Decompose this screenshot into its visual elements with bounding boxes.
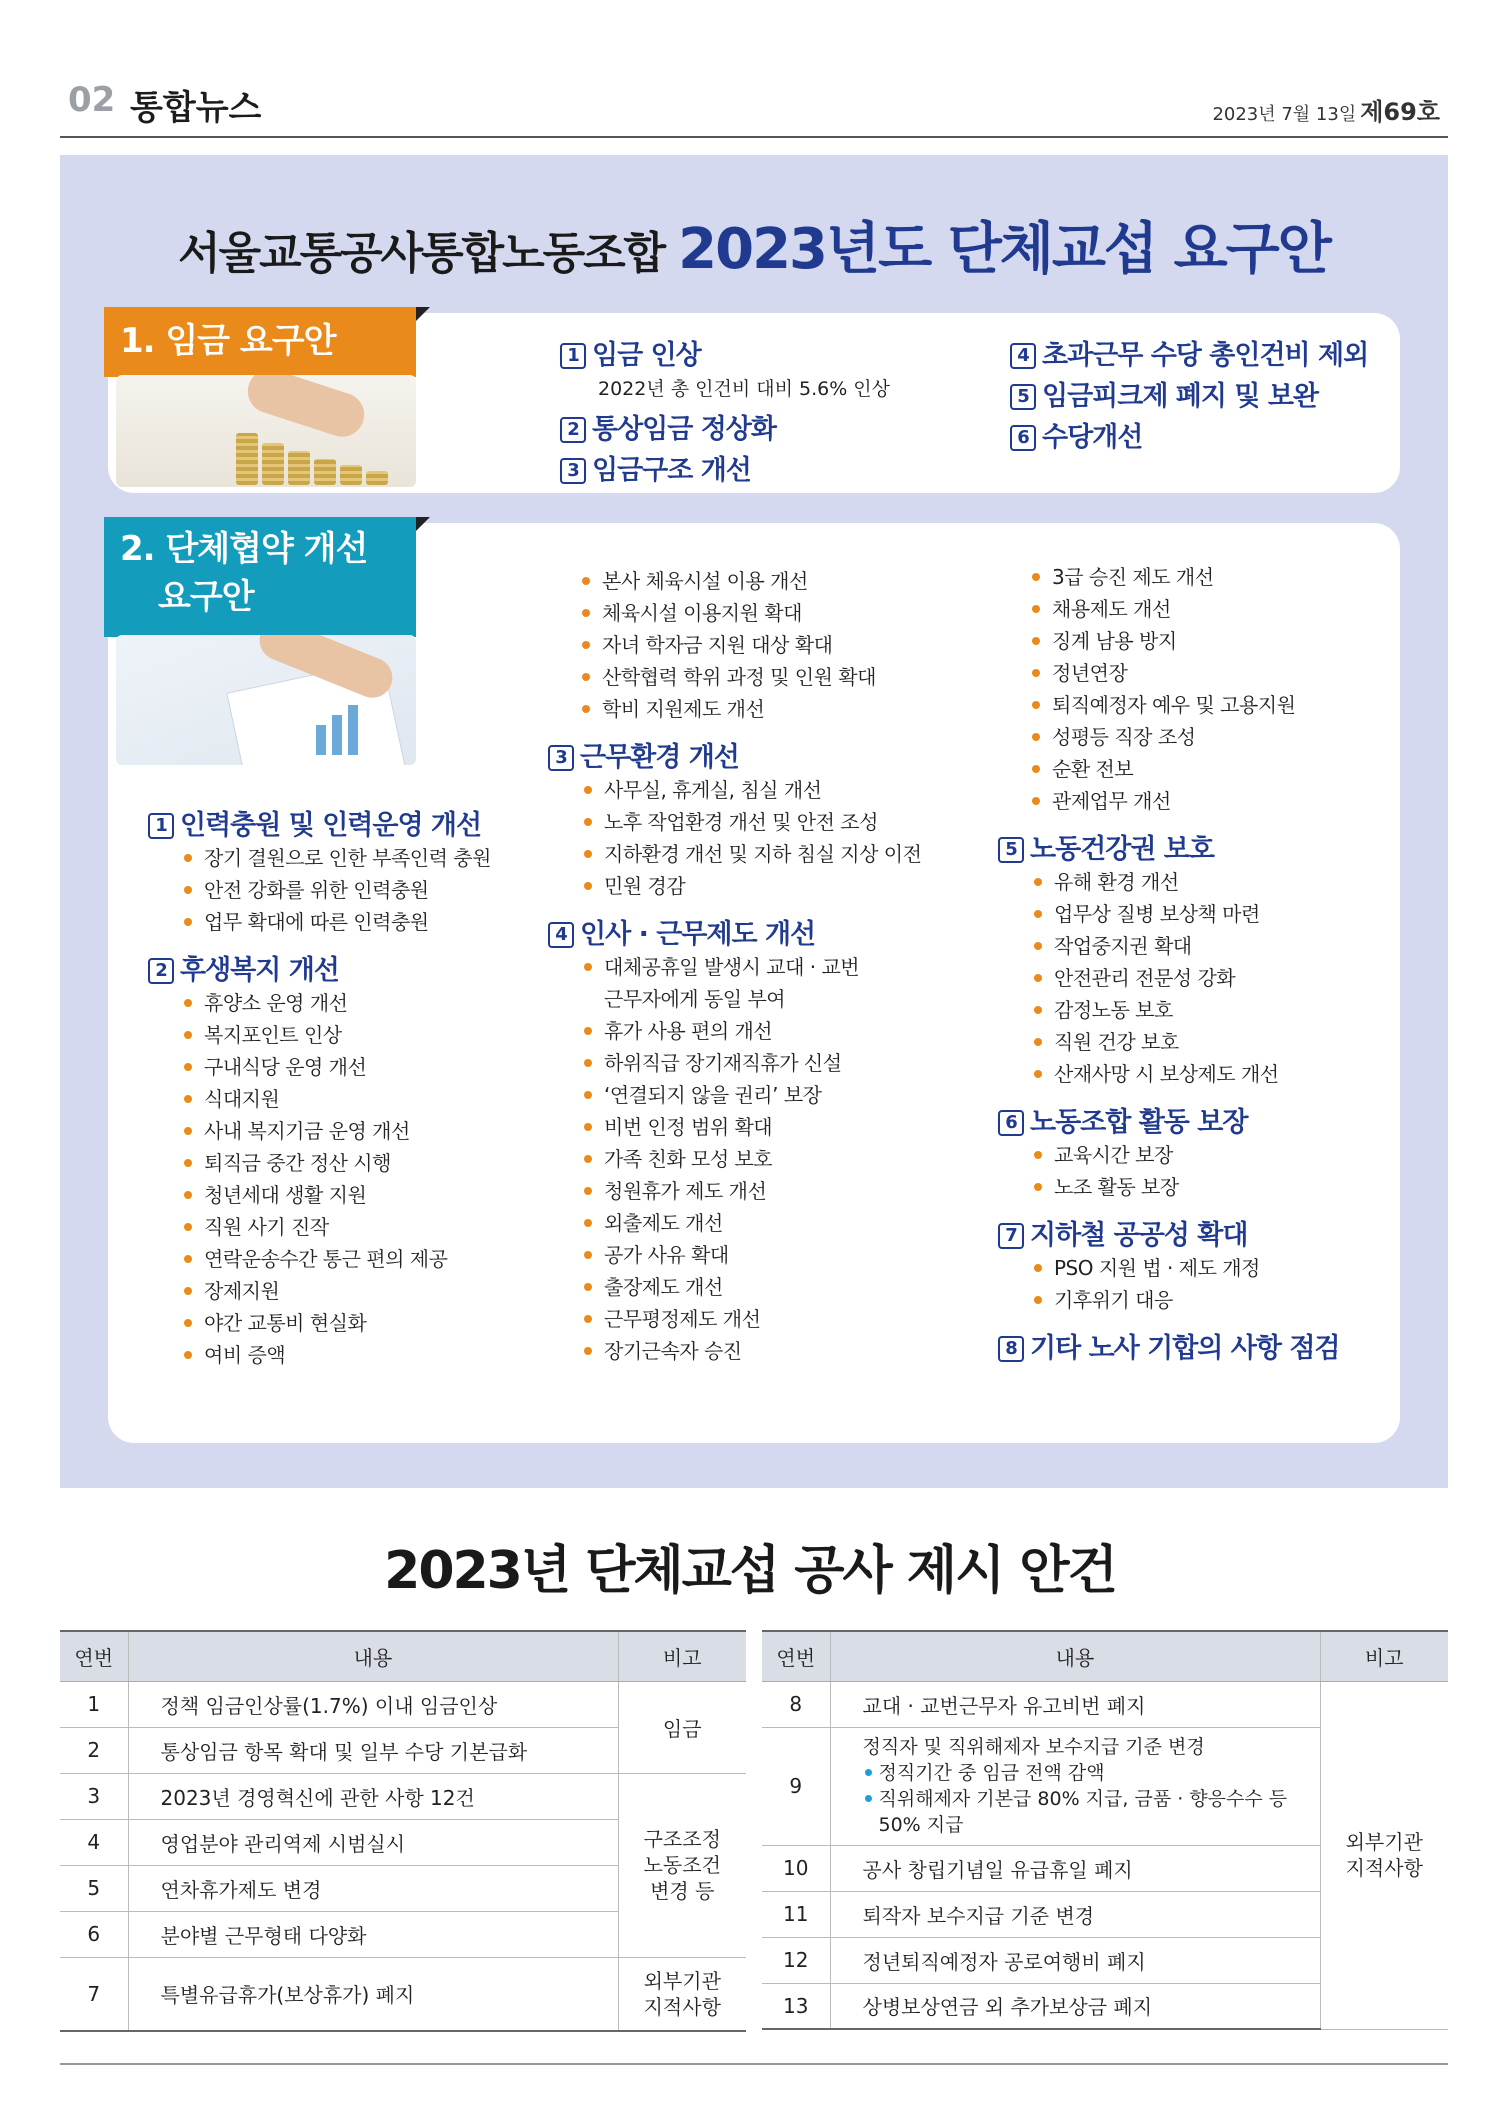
wage-item-1-detail: 2022년 총 인건비 대비 5.6% 인상	[598, 378, 891, 400]
list-item: 체육시설 이용지원 확대	[582, 597, 921, 629]
wage-tab: 1. 임금 요구안	[104, 307, 416, 377]
column-header: 내용	[830, 1631, 1320, 1681]
list-item: 채용제도 개선	[1032, 593, 1340, 625]
column-header: 비고	[618, 1631, 746, 1681]
list-item: 장기 결원으로 인한 부족인력 충원	[184, 842, 491, 874]
list-item: 사무실, 휴게실, 침실 개선	[584, 774, 921, 806]
list-item: 휴양소 운영 개선	[184, 987, 491, 1019]
wage-item-4: 4 초과근무 수당 총인건비 제외	[1010, 333, 1368, 372]
cba-item-6-list	[1034, 1139, 1340, 1203]
list-item: 본사 체육시설 이용 개선	[582, 565, 921, 597]
list-item: 성평등 직장 조성	[1032, 721, 1340, 753]
cba-col-2	[548, 565, 921, 1367]
table-header	[60, 1631, 746, 1681]
wage-item-5: 5 임금피크제 폐지 및 보완	[1010, 374, 1368, 413]
list-item: 자녀 학자금 지원 대상 확대	[582, 629, 921, 661]
list-item: 업무 확대에 따른 인력충원	[184, 906, 491, 938]
document-review-photo	[116, 635, 416, 765]
cba-item-8: 8 기타 노사 기합의 사항 점검	[998, 1326, 1340, 1365]
wage-item-2: 2 통상임금 정상화	[560, 407, 890, 446]
list-item: 산재사망 시 보상제도 개선	[1034, 1058, 1340, 1090]
list-item: 산학협력 학위 과정 및 인원 확대	[582, 661, 921, 693]
wage-item-3: 3 임금구조 개선	[560, 448, 890, 487]
column-header: 내용	[128, 1631, 618, 1681]
list-item-continued: 근무자에게 동일 부여	[604, 987, 786, 1011]
wage-item-1: 1 임금 인상	[560, 333, 890, 372]
list-item: PSO 지원 법 · 제도 개정	[1034, 1252, 1340, 1284]
sub-item: 정직기간 중 임금 전액 감액	[863, 1760, 1320, 1786]
table-row: 11 퇴작자 보수지급 기준 변경	[762, 1891, 1448, 1937]
list-item: 업무상 질병 보상책 마련	[1034, 898, 1340, 930]
list-item: 청원휴가 제도 개선	[584, 1175, 921, 1207]
list-item: 기후위기 대응	[1034, 1284, 1340, 1316]
list-item: 장기근속자 승진	[584, 1335, 921, 1367]
cba-item-5-list	[1034, 866, 1340, 1090]
proposal-title: 2023년 단체교섭 공사 제시 안건	[384, 1541, 1116, 1601]
coins-photo	[116, 375, 416, 487]
list-item: 식대지원	[184, 1083, 491, 1115]
wage-col-2	[1010, 333, 1368, 454]
list-item: 정년연장	[1032, 657, 1340, 689]
list-item: 직원 건강 보호	[1034, 1026, 1340, 1058]
list-item: 관제업무 개선	[1032, 785, 1340, 817]
cba-item-3: 3 근무환경 개선	[548, 735, 921, 774]
list-item: 하위직급 장기재직휴가 신설	[584, 1047, 921, 1079]
list-item: 노조 활동 보장	[1034, 1171, 1340, 1203]
cba-item-1-list	[184, 842, 491, 938]
panel-title	[60, 205, 1448, 285]
table-row: 4 영업분야 관리역제 시범실시	[60, 1819, 746, 1865]
cba-item-6: 6 노동조합 활동 보장	[998, 1100, 1340, 1139]
table-row: 3 2023년 경영혁신에 관한 사항 12건 구조조정 노동조건 변경 등	[60, 1773, 746, 1819]
table-row: 1 정책 임금인상률(1.7%) 이내 임금인상 임금	[60, 1681, 746, 1727]
section-name: 통합뉴스	[130, 88, 262, 128]
table-row: 9 정직자 및 직위해제자 보수지급 기준 변경 정직기간 중 임금 전액 감액 직위해제자 기본급 80% 지급, 금품 · 향응수수 등 50% 지급	[762, 1727, 1448, 1845]
cba-item-4: 4 인사 · 근무제도 개선	[548, 912, 921, 951]
page-header	[60, 76, 1448, 138]
cba-item-2: 2 후생복지 개선	[148, 948, 491, 987]
cba-col-3	[998, 561, 1340, 1365]
demands-panel	[60, 155, 1448, 1488]
table-row: 12 정년퇴직예정자 공로여행비 폐지	[762, 1937, 1448, 1983]
list-item: 구내식당 운영 개선	[184, 1051, 491, 1083]
column-header: 연번	[762, 1631, 830, 1681]
list-item: 가족 친화 모성 보호	[584, 1143, 921, 1175]
list-item: 야간 교통비 현실화	[184, 1307, 491, 1339]
list-item: 퇴직금 중간 정산 시행	[184, 1147, 491, 1179]
table-row: 8 교대 · 교번근무자 유고비번 폐지 외부기관 지적사항	[762, 1681, 1448, 1727]
list-item: 근무평정제도 개선	[584, 1303, 921, 1335]
cba-item-4-list	[584, 951, 921, 1367]
proposal-table-left	[60, 1630, 746, 2032]
main-title: 2023년도 단체교섭 요구안	[678, 217, 1330, 282]
table-row: 7 특별유급휴가(보상휴가) 폐지 외부기관 지적사항	[60, 1957, 746, 2031]
wage-col-1	[560, 333, 890, 487]
list-item: 연락운송수간 통근 편의 제공	[184, 1243, 491, 1275]
list-item: 휴가 사용 편의 개선	[584, 1015, 921, 1047]
cba-item-2-list	[184, 987, 491, 1371]
list-item: 유해 환경 개선	[1034, 866, 1340, 898]
list-item: 감정노동 보호	[1034, 994, 1340, 1026]
list-item: 출장제도 개선	[584, 1271, 921, 1303]
list-item: 안전관리 전문성 강화	[1034, 962, 1340, 994]
list-item: 청년세대 생활 지원	[184, 1179, 491, 1211]
note-cell: 임금	[618, 1681, 746, 1773]
list-item: 순환 전보	[1032, 753, 1340, 785]
list-item: 학비 지원제도 개선	[582, 693, 921, 725]
table-row: 5 연차휴가제도 변경	[60, 1865, 746, 1911]
org-name: 서울교통공사통합노동조합	[178, 228, 665, 279]
proposal-table-right	[762, 1630, 1448, 2030]
wage-item-6: 6 수당개선	[1010, 415, 1368, 454]
list-item: 노후 작업환경 개선 및 안전 조성	[584, 806, 921, 838]
list-item: 비번 인정 범위 확대	[584, 1111, 921, 1143]
cba-item-5: 5 노동건강권 보호	[998, 827, 1340, 866]
list-item: 징계 남용 방지	[1032, 625, 1340, 657]
table-row: 2 통상임금 항목 확대 및 일부 수당 기본급화	[60, 1727, 746, 1773]
cba-demands-card	[108, 523, 1400, 1443]
cba-item-3-list	[584, 774, 921, 902]
note-cell: 구조조정 노동조건 변경 등	[618, 1773, 746, 1957]
cba-col-1	[148, 803, 491, 1371]
page-number: 02	[68, 80, 116, 120]
list-item: 공가 사유 확대	[584, 1239, 921, 1271]
list-item: 3급 승진 제도 개선	[1032, 561, 1340, 593]
cba-tab: 2. 단체협약 개선 요구안	[104, 517, 416, 637]
cba-item-1: 1 인력충원 및 인력운영 개선	[148, 803, 491, 842]
column-header: 비고	[1320, 1631, 1448, 1681]
list-item: 외출제도 개선	[584, 1207, 921, 1239]
note-cell: 외부기관 지적사항	[618, 1957, 746, 2031]
list-item: 복지포인트 인상	[184, 1019, 491, 1051]
footer-rule	[60, 2063, 1448, 2065]
list-item: 여비 증액	[184, 1339, 491, 1371]
cba-personnel-continued-list	[1032, 561, 1340, 817]
list-item: 직원 사기 진작	[184, 1211, 491, 1243]
cba-item-7: 7 지하철 공공성 확대	[998, 1213, 1340, 1252]
cba-welfare-continued-list	[582, 565, 921, 725]
list-item: 안전 강화를 위한 인력충원	[184, 874, 491, 906]
list-item: 민원 경감	[584, 870, 921, 902]
sub-item: 직위해제자 기본급 80% 지급, 금품 · 향응수수 등	[863, 1786, 1320, 1812]
list-item: 퇴직예정자 예우 및 고용지원	[1032, 689, 1340, 721]
note-cell: 외부기관 지적사항	[1320, 1681, 1448, 2029]
list-item: ‘연결되지 않을 권리’ 보장	[584, 1079, 921, 1111]
cba-item-7-list	[1034, 1252, 1340, 1316]
list-item: 대체공휴일 발생시 교대 · 교번	[584, 951, 921, 983]
list-item: 장제지원	[184, 1275, 491, 1307]
table-header	[762, 1631, 1448, 1681]
wage-demands-card	[108, 313, 1400, 493]
column-header: 연번	[60, 1631, 128, 1681]
table-row: 13 상병보상연금 외 추가보상금 폐지	[762, 1983, 1448, 2029]
table-row: 10 공사 창립기념일 유급휴일 폐지	[762, 1845, 1448, 1891]
list-item: 사내 복지기금 운영 개선	[184, 1115, 491, 1147]
issue-date: 2023년 7월 13일 제69호	[1212, 98, 1440, 126]
list-item: 교육시간 보장	[1034, 1139, 1340, 1171]
list-item: 지하환경 개선 및 지하 침실 지상 이전	[584, 838, 921, 870]
list-item: 작업중지권 확대	[1034, 930, 1340, 962]
issue-number: 제69호	[1360, 98, 1440, 126]
table-row: 6 분야별 근무형태 다양화	[60, 1911, 746, 1957]
